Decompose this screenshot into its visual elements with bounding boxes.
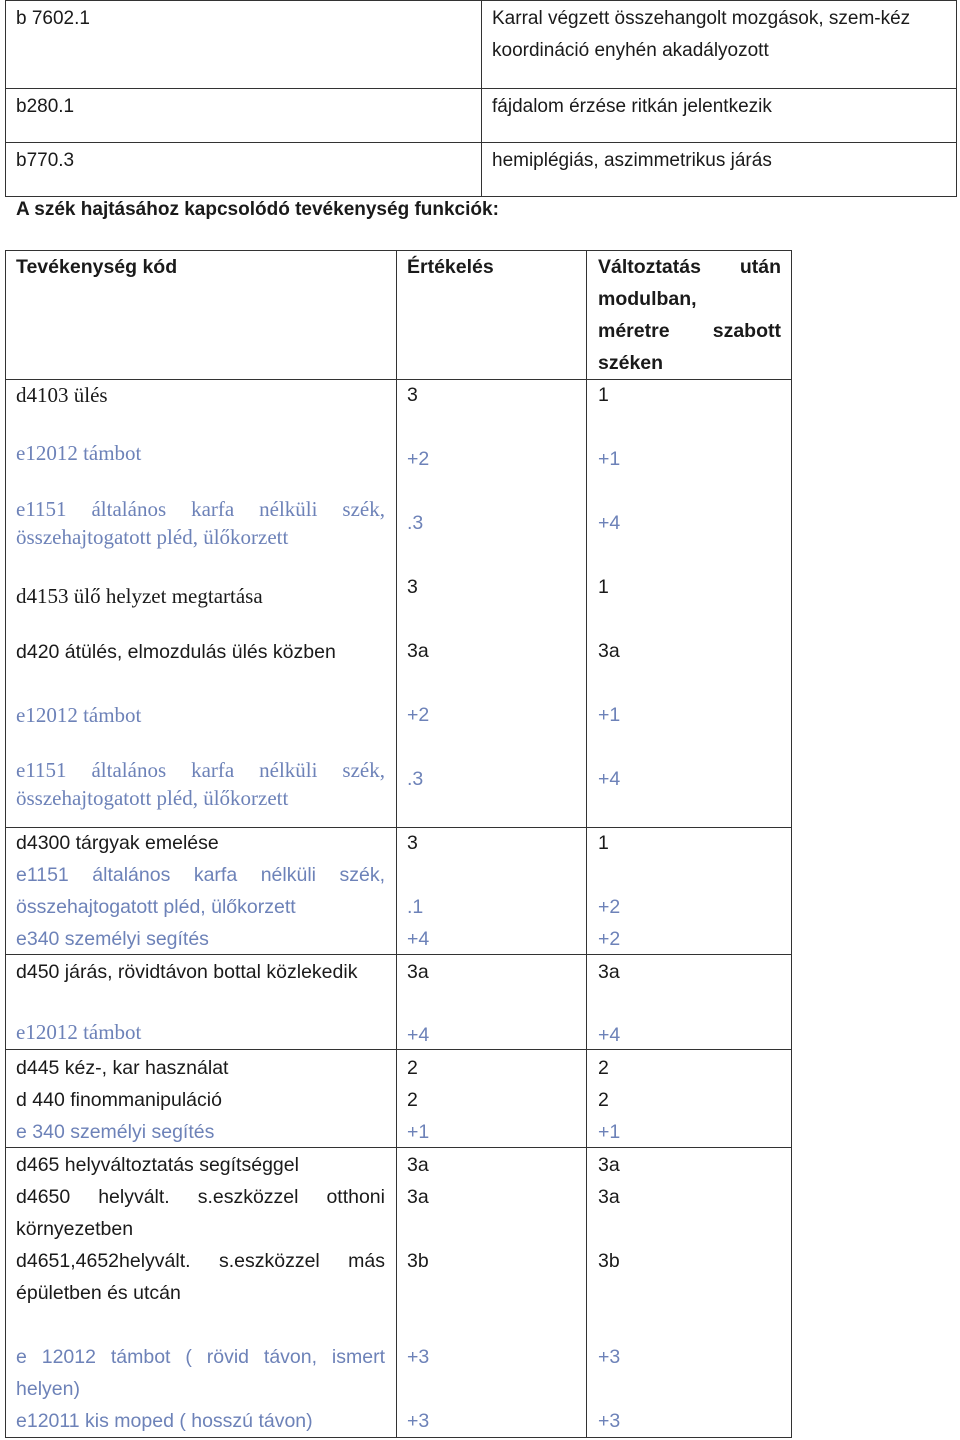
activity-code: d465 helyváltoztatás segítséggel: [16, 1154, 299, 1176]
environment-factor: e340 személyi segítés: [16, 928, 209, 950]
rating-value: .3: [407, 768, 424, 790]
activity-code: d4300 tárgyak emelése: [16, 832, 219, 854]
header-after-change-line: modulban,: [598, 288, 697, 310]
environment-factor-line: összehajtogatott pléd, ülőkorzett: [16, 896, 296, 918]
table-row: [6, 89, 957, 143]
function-description-line: koordináció enyhén akadályozott: [492, 40, 769, 61]
activity-code: d 440 finommanipuláció: [16, 1089, 222, 1111]
rating-value: 3a: [407, 1186, 429, 1208]
rating-value: 2: [407, 1057, 418, 1079]
function-description-cell: [482, 89, 957, 143]
after-change-value: 2: [598, 1057, 609, 1079]
rating-value: +2: [407, 704, 430, 726]
column-divider: [396, 251, 397, 1437]
after-change-value: +2: [598, 928, 621, 950]
after-change-value: +4: [598, 768, 621, 790]
row-divider: [6, 1049, 791, 1050]
function-description-line: Karral végzett összehangolt mozgások, szem-kéz: [492, 8, 911, 29]
function-description-cell: [482, 1, 957, 89]
environment-factor-line: helyen): [16, 1378, 80, 1400]
rating-value: +3: [407, 1410, 430, 1432]
activity-code-line: környezetben: [16, 1218, 134, 1240]
after-change-value: 3a: [598, 961, 620, 983]
body-functions-table: [5, 0, 957, 197]
environment-factor: e12011 kis moped ( hosszú távon): [16, 1410, 313, 1432]
rating-value: 3b: [407, 1250, 429, 1272]
after-change-value: +4: [598, 1024, 621, 1046]
environment-factor: [16, 859, 385, 923]
rating-value: 3: [407, 832, 418, 854]
activity-table: [5, 250, 792, 1438]
rating-value: +2: [407, 448, 430, 470]
function-description-line: hemiplégiás, aszimmetrikus járás: [492, 150, 772, 171]
rating-value: +3: [407, 1346, 430, 1368]
environment-factor-line: összehajtogatott pléd, ülőkorzett: [16, 525, 289, 549]
table-row: [6, 143, 957, 197]
function-description-cell: [482, 143, 957, 197]
environment-factor: e12012 támbot: [16, 1020, 142, 1044]
rating-value: 3a: [407, 961, 429, 983]
rating-value: +1: [407, 1121, 430, 1143]
rating-value: 3: [407, 576, 418, 598]
after-change-value: 3a: [598, 1186, 620, 1208]
after-change-value: 3a: [598, 640, 620, 662]
rating-value: +4: [407, 1024, 430, 1046]
after-change-value: +3: [598, 1346, 621, 1368]
after-change-value: 1: [598, 576, 609, 598]
environment-factor: [16, 495, 385, 551]
activity-code-line: épületben és utcán: [16, 1282, 181, 1304]
function-code: b770.3: [16, 150, 75, 171]
environment-factor-line: e1151 általános karfa nélküli szék,: [16, 497, 385, 521]
function-code: b 7602.1: [16, 8, 90, 29]
activity-code-line: d4651,4652helyvált. s.eszközzel más: [16, 1250, 385, 1272]
activity-code: [16, 1181, 385, 1245]
header-after-change-line: Változtatás után: [598, 256, 781, 278]
rating-value: 2: [407, 1089, 418, 1111]
environment-factor: e12012 támbot: [16, 703, 142, 727]
activity-code: d4103 ülés: [16, 383, 108, 407]
row-divider: [6, 379, 791, 380]
function-code: b280.1: [16, 96, 75, 117]
environment-factor-line: e1151 általános karfa nélküli szék,: [16, 758, 385, 782]
section-heading: A szék hajtásához kapcsolódó tevékenység funkciók:: [16, 199, 499, 220]
environment-factor: e 340 személyi segítés: [16, 1121, 215, 1143]
rating-value: +4: [407, 928, 430, 950]
rating-value: 3a: [407, 1154, 429, 1176]
function-code-cell: [6, 143, 482, 197]
function-code-cell: [6, 89, 482, 143]
environment-factor-line: összehajtogatott pléd, ülőkorzett: [16, 786, 289, 810]
function-code-cell: [6, 1, 482, 89]
column-divider: [586, 251, 587, 1437]
rating-value: 3: [407, 384, 418, 406]
activity-code: d420 átülés, elmozdulás ülés közben: [16, 641, 336, 663]
environment-factor-line: e1151 általános karfa nélküli szék,: [16, 864, 385, 886]
after-change-value: 1: [598, 832, 609, 854]
function-description-line: fájdalom érzése ritkán jelentkezik: [492, 96, 772, 117]
rating-value: .3: [407, 512, 424, 534]
activity-code: d445 kéz-, kar használat: [16, 1057, 229, 1079]
after-change-value: +1: [598, 448, 621, 470]
table-row: [6, 1, 957, 89]
rating-value: 3a: [407, 640, 429, 662]
after-change-value: +4: [598, 512, 621, 534]
environment-factor: [16, 756, 385, 812]
activity-code: [16, 1245, 385, 1309]
activity-code: d450 járás, rövidtávon bottal közlekedik: [16, 961, 358, 983]
activity-code-line: d4650 helyvált. s.eszközzel otthoni: [16, 1186, 385, 1208]
after-change-value: +2: [598, 896, 621, 918]
after-change-value: 3a: [598, 1154, 620, 1176]
header-after-change-line: széken: [598, 352, 664, 374]
after-change-value: 2: [598, 1089, 609, 1111]
environment-factor-line: e 12012 támbot ( rövid távon, ismert: [16, 1346, 385, 1368]
after-change-value: +1: [598, 1121, 621, 1143]
after-change-value: 1: [598, 384, 609, 406]
header-after-change-line: méretre szabott: [598, 320, 781, 342]
environment-factor: [16, 1341, 385, 1405]
rating-value: .1: [407, 896, 424, 918]
after-change-value: +1: [598, 704, 621, 726]
header-activity: Tevékenység kód: [16, 256, 178, 278]
environment-factor: e12012 támbot: [16, 441, 142, 465]
activity-code: d4153 ülő helyzet megtartása: [16, 584, 263, 608]
after-change-value: 3b: [598, 1250, 620, 1272]
after-change-value: +3: [598, 1410, 621, 1432]
header-rating: Értékelés: [407, 256, 494, 278]
